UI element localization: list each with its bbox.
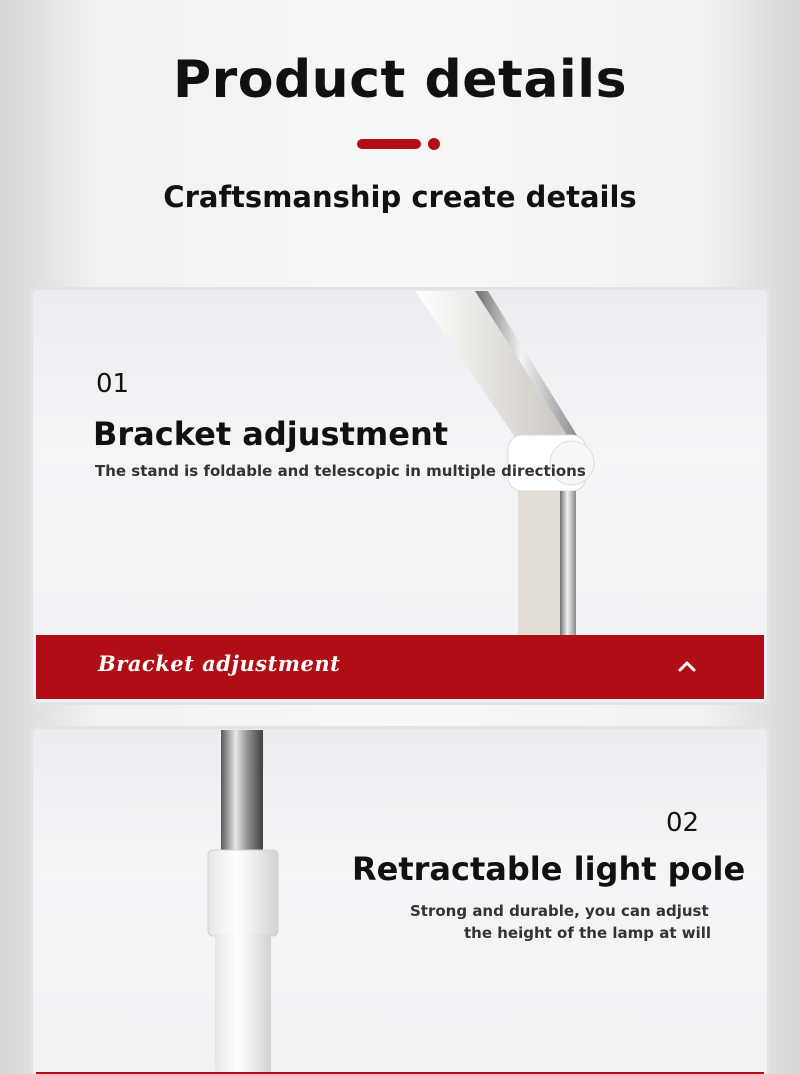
feature-description: The stand is foldable and telescopic in multiple directions	[95, 462, 586, 480]
feature-heading: Bracket adjustment	[93, 415, 449, 453]
feature-description-line1: Strong and durable, you can adjust	[410, 902, 709, 920]
page-title: Product details	[172, 50, 628, 110]
feature-description-line2: the height of the lamp at will	[464, 924, 711, 942]
title-divider	[357, 138, 447, 150]
chevron-up-icon[interactable]	[676, 655, 698, 677]
feature-card-bracket	[30, 287, 770, 705]
feature-number: 01	[96, 369, 130, 399]
feature-banner	[36, 635, 764, 699]
banner-label: Bracket adjustment	[98, 651, 341, 676]
feature-card-pole	[30, 726, 770, 1074]
divider-dot	[428, 138, 440, 150]
page-subtitle: Craftsmanship create details	[163, 180, 637, 214]
feature-heading: Retractable light pole	[352, 850, 746, 888]
feature-number: 02	[666, 808, 700, 838]
divider-bar	[357, 139, 421, 149]
